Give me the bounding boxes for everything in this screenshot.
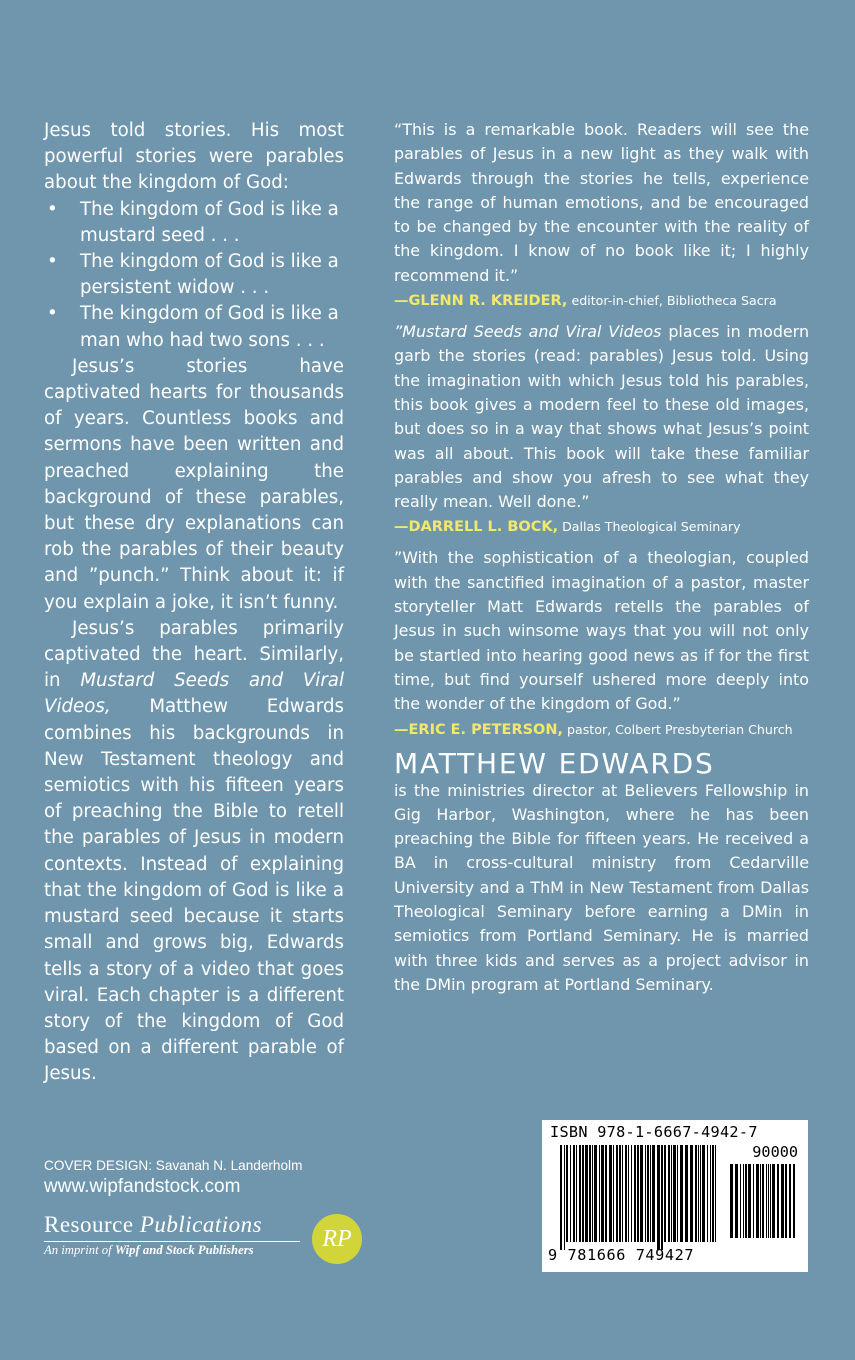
barcode-bar	[781, 1164, 784, 1238]
barcode-bar	[573, 1145, 575, 1242]
endorsement-quote: “This is a remarkable book. Readers will see the parables of Jesus in a new light as they walk with Edwards through the stories he tells, experience the range of human emotions, and be encouraged to be changed by the encounter with the reality of the kingdom. I know of no book like it; I highly recommend it.”	[394, 120, 809, 285]
publisher-name-italic: Publications	[139, 1212, 263, 1237]
barcode-bar	[695, 1145, 697, 1242]
barcode-bar	[698, 1145, 699, 1242]
barcode-bar	[745, 1164, 747, 1238]
barcode-bar	[772, 1164, 775, 1238]
price-code: 90000	[752, 1143, 798, 1161]
barcode-bar	[628, 1145, 629, 1242]
divider	[44, 1241, 300, 1242]
publisher-imprint	[44, 1212, 364, 1272]
endorsement-attribution	[394, 518, 809, 536]
imprint-text: An imprint of	[44, 1243, 115, 1257]
barcode-bar	[710, 1145, 711, 1242]
isbn-barcode	[542, 1120, 808, 1272]
list-item: • The kingdom of God is like a man who had two sons . . .	[44, 301, 344, 353]
description-paragraph-2: Jesus’s stories have captivated hearts for thousands of years. Countless books and sermons have been written and preached explaining the background of these parables, but these dry explanations can rob the parables of their beauty and ”punch.” Think about it: if you explain a joke, it isn’t funny.	[44, 355, 344, 613]
barcode-bar	[609, 1145, 612, 1242]
barcode-bar	[560, 1145, 562, 1250]
barcode-bar	[652, 1145, 655, 1242]
barcode-bar	[619, 1145, 621, 1242]
barcode-bar	[613, 1145, 614, 1242]
barcode-bar	[664, 1145, 666, 1242]
barcode-bar	[685, 1145, 688, 1242]
cover-design-credit: COVER DESIGN: Savanah N. Landerholm	[44, 1158, 303, 1173]
author-name: MATTHEW EDWARDS	[394, 746, 715, 780]
quote-text: places in modern garb the stories (read: parables) Jesus told. Using the imagination with which Jesus told his parables, this book gives a modern feel to these old images, but does so in a way that shows what Jesus’s point was all about. This book will take these familiar parables and show you afresh to see what they really mean. Well done.”	[394, 322, 810, 512]
endorsement-attribution	[394, 292, 809, 310]
parable-list	[44, 197, 344, 354]
barcode-bar	[585, 1145, 588, 1242]
price-barcode-bars	[730, 1164, 796, 1246]
book-title: ”Mustard Seeds and Viral Videos	[394, 322, 662, 342]
barcode-bar	[768, 1164, 769, 1238]
barcode-bar	[770, 1164, 771, 1238]
publisher-name-plain: Resource	[44, 1212, 140, 1237]
description-column	[44, 118, 344, 1088]
barcode-bar	[645, 1145, 646, 1242]
description-paragraph-3	[44, 616, 344, 1088]
barcode-bar	[564, 1145, 565, 1250]
barcode-bar	[634, 1145, 636, 1242]
imprint-publisher: Wipf and Stock Publishers	[114, 1243, 254, 1257]
barcode-bar	[702, 1145, 705, 1242]
barcode-bar	[589, 1145, 591, 1242]
list-item: • The kingdom of God is like a persistent widow . . .	[44, 249, 344, 301]
endorsements-column	[394, 118, 809, 997]
barcode-bar	[576, 1145, 577, 1242]
isbn-number: ISBN 978-1-6667-4942-7	[550, 1123, 758, 1141]
paragraph-text: Matthew Edwards combines his backgrounds in New Testament theology and semiotics with his fifteen years of preaching the Bible to retell the parables of Jesus in modern contexts. Instead of explaining that the kingdom of God is like a mustard seed because it starts small and grows big, Edwards tells a story of a video that goes viral. Each chapter is a different story of the kingdom of God based on a different parable of Jesus.	[44, 696, 344, 1085]
barcode-bar	[616, 1145, 618, 1242]
barcode-bar	[766, 1164, 767, 1238]
ean-barcode-bars	[560, 1145, 720, 1250]
barcode-bar	[657, 1145, 660, 1250]
endorser-affiliation: pastor, Colbert Presbyterian Church	[563, 721, 793, 737]
barcode-bar	[579, 1145, 581, 1242]
barcode-bar	[566, 1145, 568, 1242]
barcode-bar	[594, 1145, 597, 1242]
barcode-bar	[753, 1164, 754, 1238]
imprint-line	[44, 1243, 254, 1258]
barcode-bar	[785, 1164, 787, 1238]
barcode-bar	[570, 1145, 571, 1242]
author-bio: is the ministries director at Believers Fellowship in Gig Harbor, Washington, where he has been preaching the Bible for fifteen years. He received a BA in cross-cultural ministry from Cedarville University and a ThM in New Testament from Dallas Theological Seminary before earning a DMin in semiotics from Portland Seminary. He is married with three kids and serves as a project advisor in the DMin program at Portland Seminary.	[394, 780, 809, 994]
barcode-bar	[668, 1145, 670, 1242]
list-item: • The kingdom of God is like a mustard seed . . .	[44, 197, 344, 249]
barcode-bar	[700, 1145, 701, 1242]
barcode-bar	[680, 1145, 683, 1242]
barcode-bar	[793, 1164, 795, 1238]
barcode-bar	[601, 1145, 604, 1242]
barcode-bar	[599, 1145, 600, 1242]
barcode-bar	[756, 1164, 759, 1238]
publisher-website: www.wipfandstock.com	[44, 1176, 241, 1197]
barcode-bar	[715, 1145, 716, 1242]
ean-digits: 9 781666 749427	[548, 1246, 695, 1264]
barcode-bar	[661, 1145, 663, 1250]
barcode-bar	[712, 1145, 714, 1242]
endorser-affiliation: editor-in-chief, Bibliotheca Sacra	[567, 293, 777, 309]
barcode-bar	[650, 1145, 651, 1242]
endorser-name: —DARRELL L. BOCK,	[394, 519, 559, 536]
barcode-bar	[637, 1145, 639, 1242]
barcode-bar	[582, 1145, 584, 1242]
endorsement-quote	[394, 320, 809, 514]
barcode-bar	[690, 1145, 693, 1242]
barcode-bar	[762, 1164, 764, 1238]
barcode-bar	[640, 1145, 643, 1242]
barcode-bar	[622, 1145, 623, 1242]
barcode-bar	[707, 1145, 708, 1242]
barcode-bar	[592, 1145, 593, 1242]
barcode-bar	[735, 1164, 738, 1238]
credits	[44, 1158, 302, 1198]
endorsement-quote: ”With the sophistication of a theologian, coupled with the sanctified imagination of a pastor, master storyteller Matt Edwards retells the parables of Jesus in such winsome ways that you will not only be startled into hearing good news as if for the first time, but find yourself ushered more deeply into the wonder of the kingdom of God.”	[394, 548, 809, 714]
barcode-bar	[743, 1164, 744, 1238]
barcode-bar	[631, 1145, 632, 1242]
intro-paragraph: Jesus told stories. His most powerful stories were parables about the kingdom of God:	[44, 120, 344, 194]
paragraph-text: Jesus’s parables primarily captivated the heart. Similarly, in	[44, 617, 344, 692]
barcode-bar	[760, 1164, 761, 1238]
barcode-bar	[748, 1164, 751, 1238]
barcode-bar	[730, 1164, 733, 1238]
barcode-bar	[647, 1145, 649, 1242]
endorser-name: —GLENN R. KREIDER,	[394, 293, 568, 310]
barcode-bar	[673, 1145, 676, 1242]
barcode-bar	[605, 1145, 607, 1242]
barcode-bar	[777, 1164, 779, 1238]
endorsement-attribution	[394, 721, 809, 739]
rp-logo-icon: RP	[312, 1214, 362, 1264]
barcode-bar	[671, 1145, 672, 1242]
barcode-bar	[677, 1145, 678, 1242]
barcode-bar	[789, 1164, 791, 1238]
endorser-affiliation: Dallas Theological Seminary	[558, 519, 741, 535]
book-title: Mustard Seeds and Viral Videos,	[44, 670, 344, 718]
barcode-bar	[625, 1145, 627, 1242]
barcode-bar	[740, 1164, 741, 1238]
endorser-name: —ERIC E. PETERSON,	[394, 721, 564, 738]
